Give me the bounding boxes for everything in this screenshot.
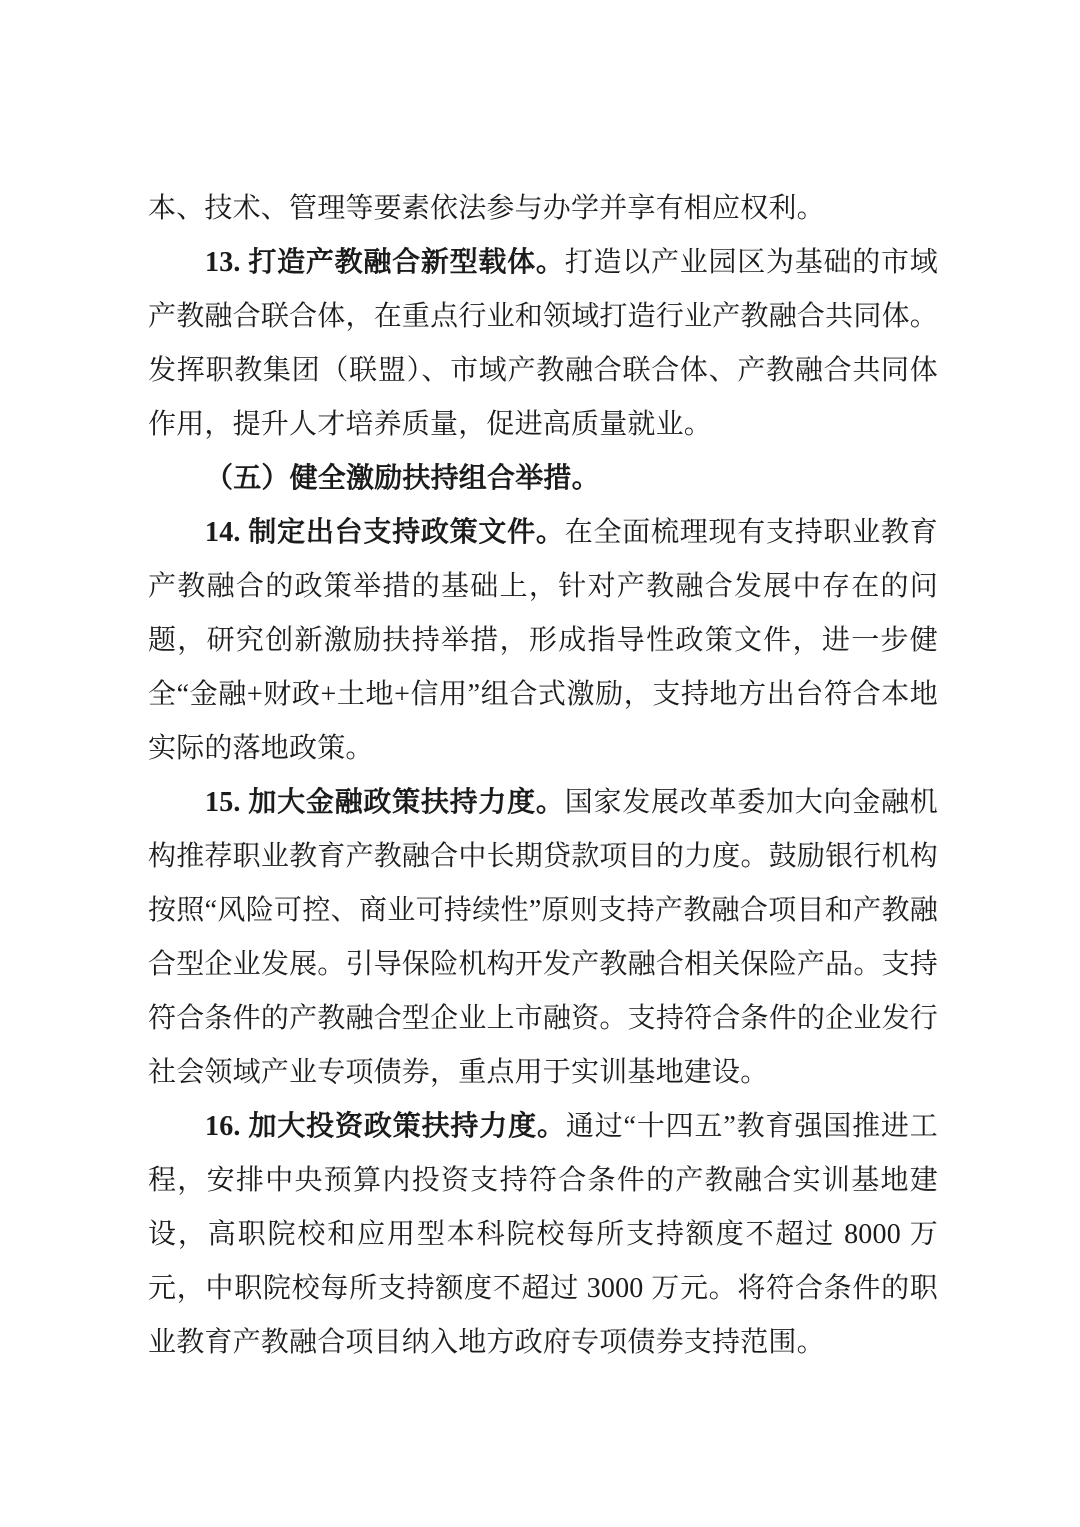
- paragraph-continuation-text: 本、技术、管理等要素依法参与办学并享有相应权利。: [148, 193, 825, 224]
- section-heading-5: [148, 452, 938, 506]
- item-15-title: 15. 加大金融政策扶持力度。: [205, 787, 565, 818]
- item-13-title: 13. 打造产教融合新型载体。: [205, 247, 565, 278]
- paragraph-item-16: [148, 1100, 938, 1370]
- paragraph-item-14: [148, 506, 938, 776]
- document-text-block: [148, 182, 938, 1370]
- section-heading-5-text: （五）健全激励扶持组合举措。: [205, 463, 600, 494]
- item-16-title: 16. 加大投资政策扶持力度。: [205, 1111, 566, 1142]
- item-14-title: 14. 制定出台支持政策文件。: [205, 517, 565, 548]
- item-14-body: 在全面梳理现有支持职业教育产教融合的政策举措的基础上，针对产教融合发展中存在的问题，研究创新激励扶持举措，形成指导性政策文件，进一步健全“金融+财政+土地+信用”组合式激励，支持地方出台符合本地实际的落地政策。: [148, 517, 938, 764]
- paragraph-item-15: [148, 776, 938, 1100]
- item-16-body: 通过“十四五”教育强国推进工程，安排中央预算内投资支持符合条件的产教融合实训基地建设，高职院校和应用型本科院校每所支持额度不超过 8000 万元，中职院校每所支持额度不超过 3000 万元。将符合条件的职业教育产教融合项目纳入地方政府专项债券支持范围。: [148, 1111, 938, 1358]
- paragraph-item-13: [148, 236, 938, 452]
- item-15-body: 国家发展改革委加大向金融机构推荐职业教育产教融合中长期贷款项目的力度。鼓励银行机构按照“风险可控、商业可持续性”原则支持产教融合项目和产教融合型企业发展。引导保险机构开发产教融合相关保险产品。支持符合条件的产教融合型企业上市融资。支持符合条件的企业发行社会领域产业专项债券，重点用于实训基地建设。: [148, 787, 938, 1088]
- paragraph-continuation: [148, 182, 938, 236]
- item-13-body: 打造以产业园区为基础的市域产教融合联合体，在重点行业和领域打造行业产教融合共同体。发挥职教集团（联盟）、市域产教融合联合体、产教融合共同体作用，提升人才培养质量，促进高质量就业。: [148, 247, 938, 440]
